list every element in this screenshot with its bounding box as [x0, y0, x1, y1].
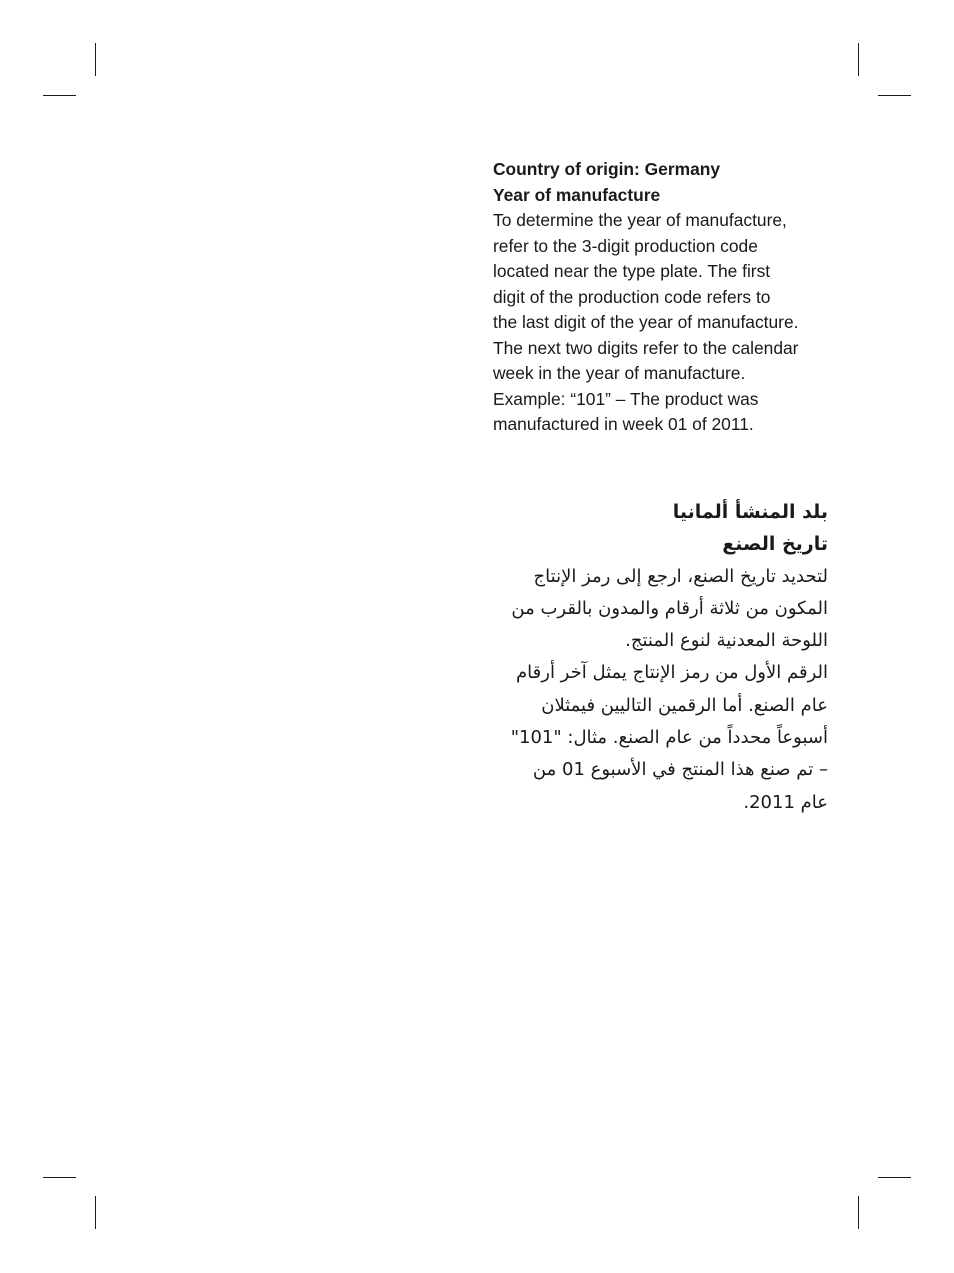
english-body-line: the last digit of the year of manufacture.	[493, 312, 799, 332]
crop-mark-bottom-left-vertical	[95, 1196, 96, 1229]
english-body-line: The next two digits refer to the calendar	[493, 337, 799, 358]
arabic-body-line: – تم صنع هذا المنتج في الأسبوع 01 من	[532, 759, 828, 781]
arabic-country-heading: بلد المنشأ ألمانيا	[672, 501, 828, 523]
english-body-line: manufactured in week 01 of 2011.	[493, 414, 754, 434]
crop-mark-top-left-vertical	[95, 43, 96, 76]
english-body-line: located near the type plate. The first	[493, 261, 771, 281]
crop-mark-top-right-vertical	[858, 43, 859, 76]
crop-mark-top-left-horizontal	[43, 95, 76, 96]
english-body-line: digit of the production code refers to	[493, 286, 771, 307]
arabic-year-heading: تاريخ الصنع	[722, 533, 828, 556]
arabic-body-line: المكون من ثلاثة أرقام والمدون بالقرب من	[511, 597, 828, 619]
arabic-body-line: الرقم الأول من رمز الإنتاج يمثل آخر أرقام	[516, 662, 828, 684]
crop-mark-bottom-left-horizontal	[43, 1177, 76, 1178]
english-body-line: week in the year of manufacture.	[493, 363, 746, 383]
crop-mark-bottom-right-vertical	[858, 1196, 859, 1229]
arabic-body-line: لتحديد تاريخ الصنع، ارجع إلى رمز الإنتاج	[533, 565, 828, 587]
crop-mark-top-right-horizontal	[878, 95, 911, 96]
crop-mark-bottom-right-horizontal	[878, 1177, 911, 1178]
english-body-line: To determine the year of manufacture,	[493, 210, 787, 230]
year-of-manufacture-heading: Year of manufacture	[493, 184, 661, 205]
arabic-body-line: أسبوعاً محدداً من عام الصنع. مثال: "101"	[510, 727, 828, 749]
arabic-body-line: عام الصنع. أما الرقمين التاليين فيمثلان	[541, 694, 828, 716]
arabic-body-line: اللوحة المعدنية لنوع المنتج.	[625, 630, 828, 652]
arabic-body-line: عام 2011.	[743, 791, 828, 813]
english-body-line: refer to the 3-digit production code	[493, 235, 758, 256]
english-section	[493, 157, 838, 438]
arabic-section	[488, 496, 828, 819]
country-of-origin-heading: Country of origin: Germany	[493, 159, 721, 179]
english-body-line: Example: “101” – The product was	[493, 388, 759, 409]
